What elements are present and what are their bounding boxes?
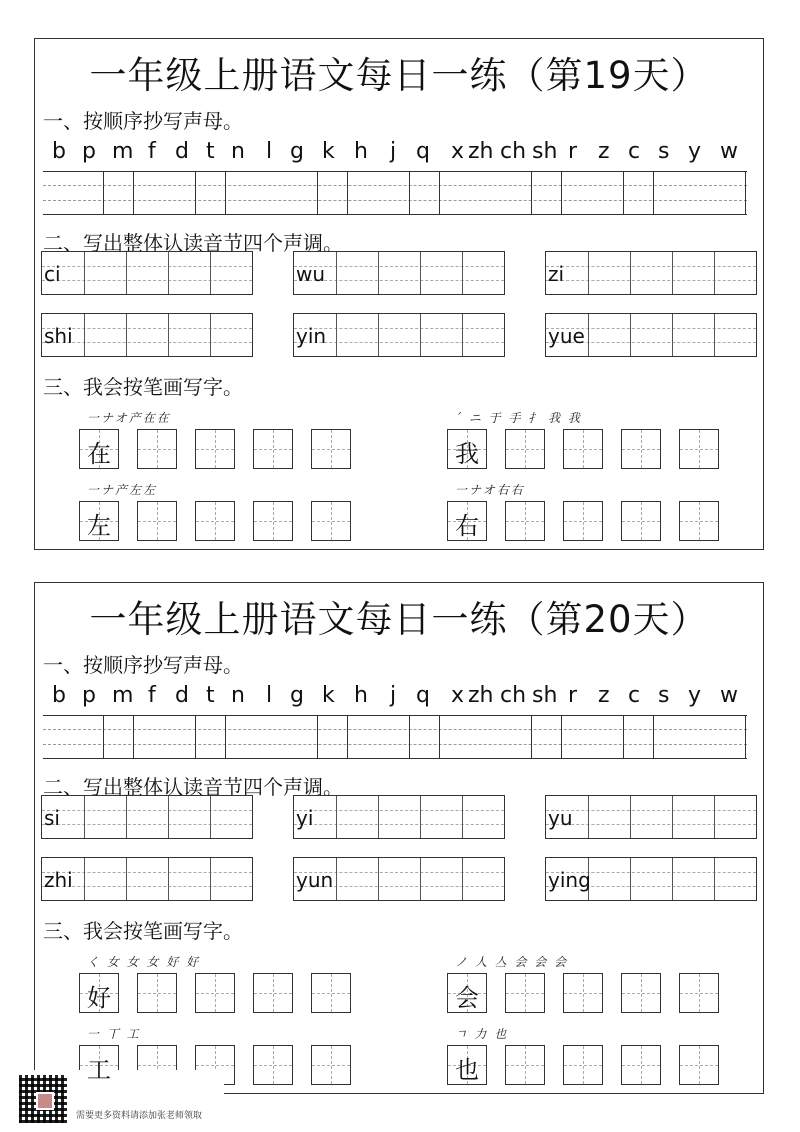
- copy-lines[interactable]: [43, 171, 747, 215]
- tian-grid[interactable]: [79, 1045, 119, 1085]
- model-character: 好: [87, 984, 111, 1012]
- stroke-order: く 女 女 女 好 好: [87, 955, 201, 969]
- worksheet-day20: [34, 582, 764, 1094]
- section-1-heading: 一、按顺序抄写声母。: [43, 109, 243, 133]
- initial-letter: n: [231, 139, 245, 164]
- tian-grid[interactable]: [311, 429, 351, 469]
- initial-letter: d: [175, 139, 189, 164]
- syllable-box[interactable]: [545, 795, 757, 839]
- initial-letter: r: [568, 139, 578, 164]
- initial-letter: c: [628, 139, 641, 164]
- tian-grid[interactable]: [563, 501, 603, 541]
- tian-grid[interactable]: [563, 1045, 603, 1085]
- syllable-box[interactable]: [293, 857, 505, 901]
- initial-letter: g: [290, 139, 304, 164]
- tian-grid[interactable]: [621, 1045, 661, 1085]
- syllable-label: ci: [44, 262, 61, 286]
- initial-letter: ch: [500, 139, 527, 164]
- initial-letter: r: [568, 683, 578, 708]
- initial-letter: k: [322, 683, 335, 708]
- tian-grid[interactable]: [679, 501, 719, 541]
- page-title: 一年级上册语文每日一练（第19天）: [89, 54, 709, 97]
- model-character: 在: [87, 440, 111, 468]
- tian-grid[interactable]: [447, 1045, 487, 1085]
- initial-letter: g: [290, 683, 304, 708]
- stroke-order: 一ナ产左左: [87, 483, 158, 497]
- model-character: 会: [455, 984, 479, 1012]
- tian-grid[interactable]: [137, 973, 177, 1013]
- tian-grid[interactable]: [679, 429, 719, 469]
- syllable-box[interactable]: [545, 251, 757, 295]
- tian-grid[interactable]: [505, 501, 545, 541]
- syllable-label: shi: [44, 324, 73, 348]
- initial-letter: f: [148, 683, 156, 708]
- syllable-label: zi: [548, 262, 565, 286]
- initials-row: [48, 683, 748, 711]
- tian-grid[interactable]: [505, 973, 545, 1013]
- initial-letter: ch: [500, 683, 527, 708]
- stroke-order: 一 丅 工: [87, 1027, 141, 1041]
- initial-letter: y: [688, 683, 702, 708]
- syllable-label: ying: [548, 868, 591, 892]
- initial-letter: q: [416, 139, 430, 164]
- tian-grid[interactable]: [311, 1045, 351, 1085]
- syllable-box[interactable]: [545, 857, 757, 901]
- section-3-heading: 三、我会按笔画写字。: [43, 375, 243, 399]
- tian-grid[interactable]: [621, 973, 661, 1013]
- initial-letter: c: [628, 683, 641, 708]
- initial-letter: z: [598, 139, 610, 164]
- initial-letter: sh: [532, 139, 558, 164]
- syllable-box[interactable]: [41, 795, 253, 839]
- initial-letter: h: [354, 683, 368, 708]
- initial-letter: zh: [468, 683, 494, 708]
- tian-grid[interactable]: [563, 973, 603, 1013]
- model-character: 右: [455, 512, 479, 540]
- initial-letter: q: [416, 683, 430, 708]
- tian-grid[interactable]: [253, 429, 293, 469]
- syllable-box[interactable]: [293, 251, 505, 295]
- initial-letter: j: [390, 683, 397, 708]
- initial-letter: y: [688, 139, 702, 164]
- tian-grid[interactable]: [253, 501, 293, 541]
- tian-grid[interactable]: [195, 973, 235, 1013]
- initial-letter: j: [390, 139, 397, 164]
- initial-letter: s: [658, 683, 670, 708]
- worksheet-day19: [34, 38, 764, 550]
- tian-grid[interactable]: [195, 501, 235, 541]
- initial-letter: w: [720, 139, 738, 164]
- initial-letter: s: [658, 139, 670, 164]
- initial-letter: w: [720, 683, 738, 708]
- initial-letter: k: [322, 139, 335, 164]
- footer-note: 需要更多资料请添加张老师领取: [76, 1111, 203, 1121]
- initial-letter: zh: [468, 139, 494, 164]
- initial-letter: f: [148, 139, 156, 164]
- initial-letter: l: [266, 683, 273, 708]
- syllable-label: zhi: [44, 868, 73, 892]
- tian-grid[interactable]: [311, 501, 351, 541]
- copy-lines[interactable]: [43, 715, 747, 759]
- tian-grid[interactable]: [195, 429, 235, 469]
- model-character: 工: [87, 1056, 111, 1084]
- stroke-order: ノ 人 亼 会 会 会: [455, 955, 569, 969]
- syllable-box[interactable]: [293, 795, 505, 839]
- initial-letter: sh: [532, 683, 558, 708]
- initial-letter: b: [52, 139, 66, 164]
- tian-grid[interactable]: [679, 1045, 719, 1085]
- syllable-box[interactable]: [293, 313, 505, 357]
- initial-letter: t: [206, 683, 215, 708]
- initial-letter: d: [175, 683, 189, 708]
- stroke-order: ㄱ 力 也: [455, 1027, 509, 1041]
- tian-grid[interactable]: [137, 429, 177, 469]
- tian-grid[interactable]: [563, 429, 603, 469]
- syllable-box[interactable]: [41, 313, 253, 357]
- tian-grid[interactable]: [505, 1045, 545, 1085]
- tian-grid[interactable]: [311, 973, 351, 1013]
- tian-grid[interactable]: [79, 429, 119, 469]
- syllable-label: yi: [296, 806, 314, 830]
- tian-grid[interactable]: [621, 429, 661, 469]
- stroke-order: 一ナオ右右: [455, 483, 525, 497]
- tian-grid[interactable]: [679, 973, 719, 1013]
- tian-grid[interactable]: [621, 501, 661, 541]
- model-character: 也: [455, 1056, 479, 1084]
- tian-grid[interactable]: [79, 973, 119, 1013]
- stroke-order: 一ナオ产在在: [87, 411, 171, 425]
- promo-footer: [16, 1070, 224, 1128]
- tian-grid[interactable]: [447, 973, 487, 1013]
- stroke-order: ´ ニ 于 手 扌 我 我: [455, 411, 582, 425]
- section-1-heading: 一、按顺序抄写声母。: [43, 653, 243, 677]
- tian-grid[interactable]: [253, 973, 293, 1013]
- section-3-heading: 三、我会按笔画写字。: [43, 919, 243, 943]
- section-2-heading: 二、写出整体认读音节四个声调。: [43, 231, 343, 255]
- initial-letter: p: [82, 139, 96, 164]
- syllable-box[interactable]: [41, 857, 253, 901]
- initial-letter: h: [354, 139, 368, 164]
- syllable-box[interactable]: [41, 251, 253, 295]
- page-title: 一年级上册语文每日一练（第20天）: [89, 598, 709, 641]
- section-2-heading: 二、写出整体认读音节四个声调。: [43, 775, 343, 799]
- tian-grid[interactable]: [79, 501, 119, 541]
- initial-letter: m: [112, 139, 134, 164]
- qr-code-icon[interactable]: [19, 1075, 67, 1123]
- syllable-label: yin: [296, 324, 327, 348]
- tian-grid[interactable]: [447, 429, 487, 469]
- initial-letter: b: [52, 683, 66, 708]
- initial-letter: x: [451, 683, 465, 708]
- tian-grid[interactable]: [253, 1045, 293, 1085]
- syllable-box[interactable]: [545, 313, 757, 357]
- initial-letter: n: [231, 683, 245, 708]
- syllable-label: yue: [548, 324, 585, 348]
- syllable-label: si: [44, 806, 60, 830]
- initial-letter: l: [266, 139, 273, 164]
- initial-letter: x: [451, 139, 465, 164]
- initial-letter: p: [82, 683, 96, 708]
- model-character: 我: [455, 440, 479, 468]
- initial-letter: z: [598, 683, 610, 708]
- model-character: 左: [87, 512, 111, 540]
- syllable-label: yu: [548, 806, 573, 830]
- initial-letter: m: [112, 683, 134, 708]
- initials-row: [48, 139, 748, 167]
- initial-letter: t: [206, 139, 215, 164]
- tian-grid[interactable]: [447, 501, 487, 541]
- syllable-label: wu: [296, 262, 326, 286]
- syllable-label: yun: [296, 868, 334, 892]
- tian-grid[interactable]: [505, 429, 545, 469]
- tian-grid[interactable]: [137, 501, 177, 541]
